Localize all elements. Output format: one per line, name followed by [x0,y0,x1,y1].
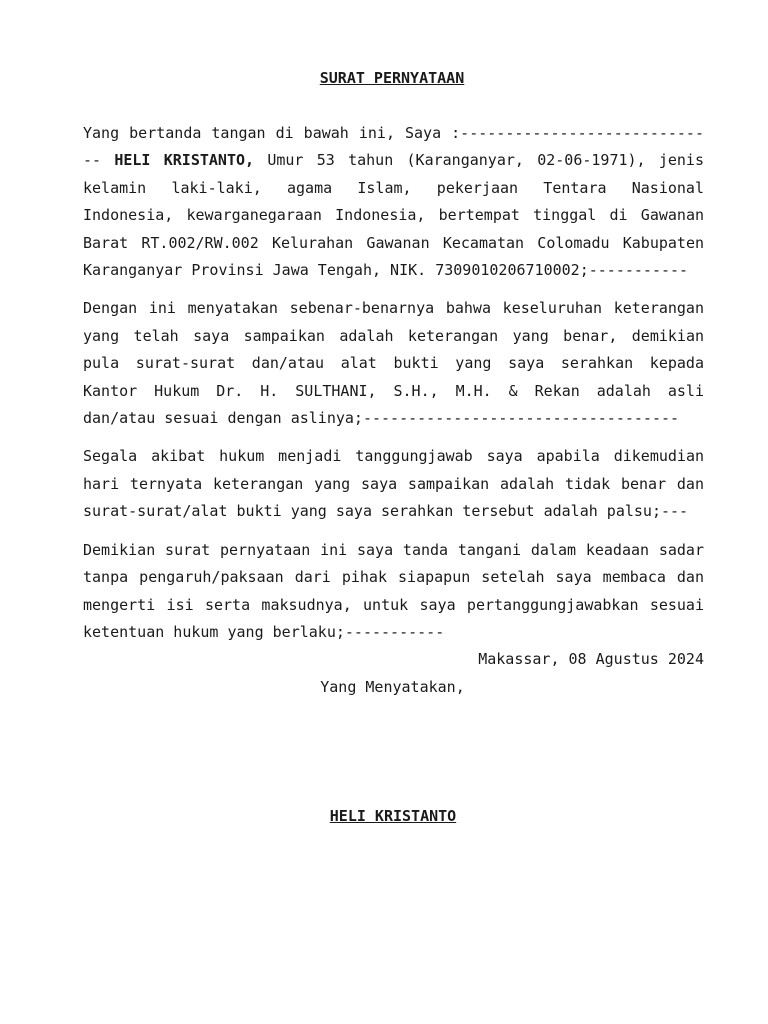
declarant-name: HELI KRISTANTO, [114,151,255,170]
intro-text: Yang bertanda tangan di bawah ini, Saya :----------------------------- [83,124,704,170]
closing-paragraph: Demikian surat pernyataan ini saya tanda tangani dalam keadaan sadar tanpa pengaruh/paksaan dari pihak siapapun setelah saya membaca dan mengerti isi serta maksudnya, untuk saya pertanggungjawabkan sesuai ketentuan hukum yang berlaku;----------- [83,540,704,641]
statement-paragraph: Dengan ini menyatakan sebenar-benarnya bahwa keseluruhan keterangan yang telah saya sampaikan adalah keterangan yang benar, demikian pula surat-surat dan/atau alat bukti yang saya serahkan kepada Kantor Hukum Dr. H. SULTHANI, S.H., M.H. & Rekan adalah asli dan/atau sesuai dengan aslinya;----------------------------------- [83,299,704,428]
legal-consequence-paragraph: Segala akibat hukum menjadi tanggungjawab saya apabila dikemudian hari ternyata keterangan yang saya sampaikan adalah tidak benar dan surat-surat/alat bukti yang saya serahkan tersebut adalah palsu;--- [83,447,704,521]
document-body [83,120,704,701]
closing-phrase: Yang Menyatakan, [320,677,465,696]
declarant-identity-paragraph [83,120,704,284]
signer-name: HELI KRISTANTO [329,807,457,825]
declarant-details: Umur 53 tahun (Karanganyar, 02-06-1971), jenis kelamin laki-laki, agama Islam, pekerjaan Tentara Nasional Indonesia, kewarganegaraan Indonesia, bertempat tinggal di Gawanan Barat RT.002/RW.002 Kelurahan Gawanan Kecamatan Colomadu Kabupaten Karanganyar Provinsi Jawa Tengah, NIK. 7309010206710002;----------- [83,151,704,280]
document-title: SURAT PERNYATAAN [319,69,465,87]
place-date: Makassar, 08 Agustus 2024 [478,650,704,669]
